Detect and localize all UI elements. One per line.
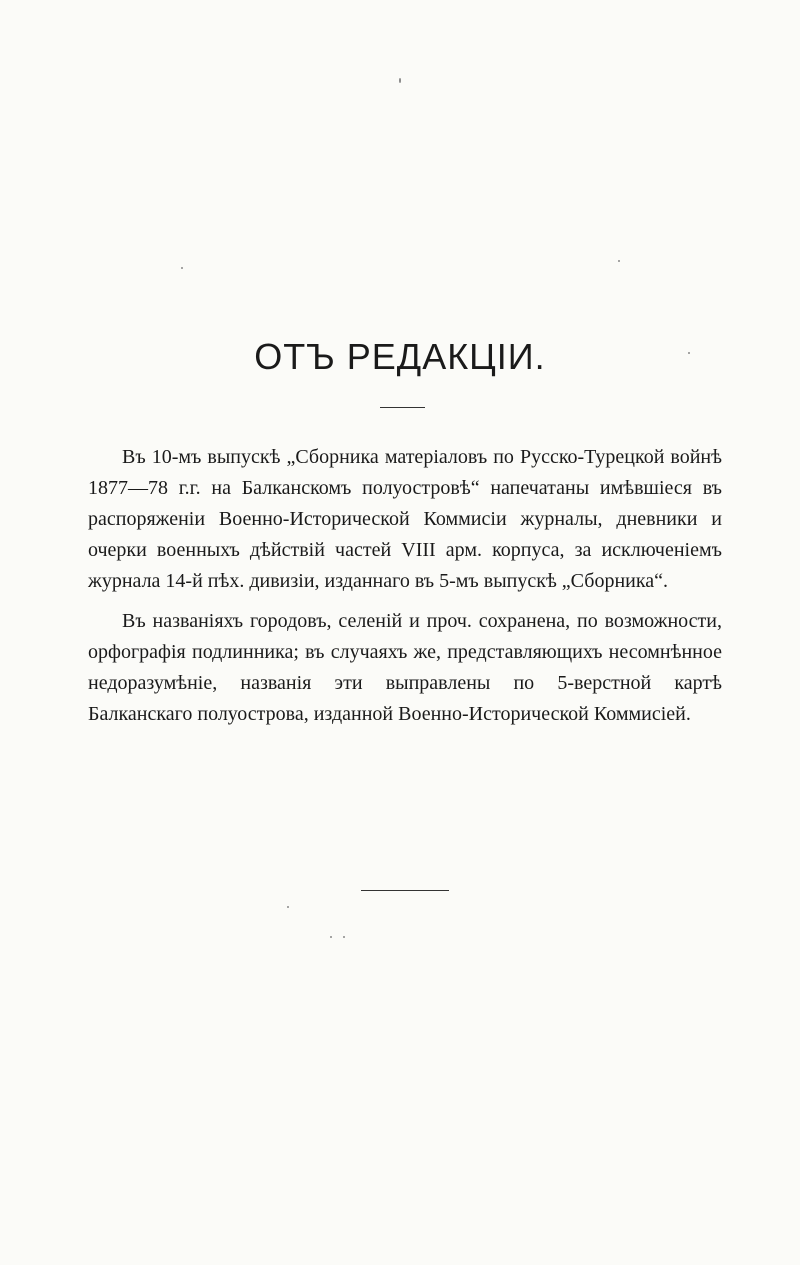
title-divider [380,407,425,408]
paper-speck [618,260,620,262]
paper-speck [688,352,690,354]
paragraph-1: Въ 10-мъ выпускѣ „Сборника матеріаловъ по Русско-Турецкой войнѣ 1877—78 г.г. на Балканскомъ полуостровѣ“ напечатаны имѣвшіеся въ распоряженіи Военно-Исторической Коммисіи журналы, дневники и очерки военныхъ дѣйствій частей VIII арм. корпуса, за исключеніемъ журнала 14-й пѣх. дивизіи, изданнаго въ 5-мъ выпускѣ „Сборника“. [88,446,722,592]
paragraph-2: Въ названіяхъ городовъ, селеній и проч. сохранена, по возможности, орфографія подлинника; въ случаяхъ же, представляющихъ несомнѣнное недоразумѣніе, названія эти выправлены по 5-верстной картѣ Балканскаго полуострова, изданной Военно-Исторической Коммисіей. [88,610,722,725]
paper-speck [343,936,345,938]
paper-speck [181,267,183,269]
body-text [88,442,722,730]
paper-speck [399,78,401,83]
page-title: ОТЪ РЕДАКЦІИ. [254,336,546,377]
paper-speck [330,936,332,938]
paper-speck [287,906,289,908]
closing-divider [361,890,449,891]
